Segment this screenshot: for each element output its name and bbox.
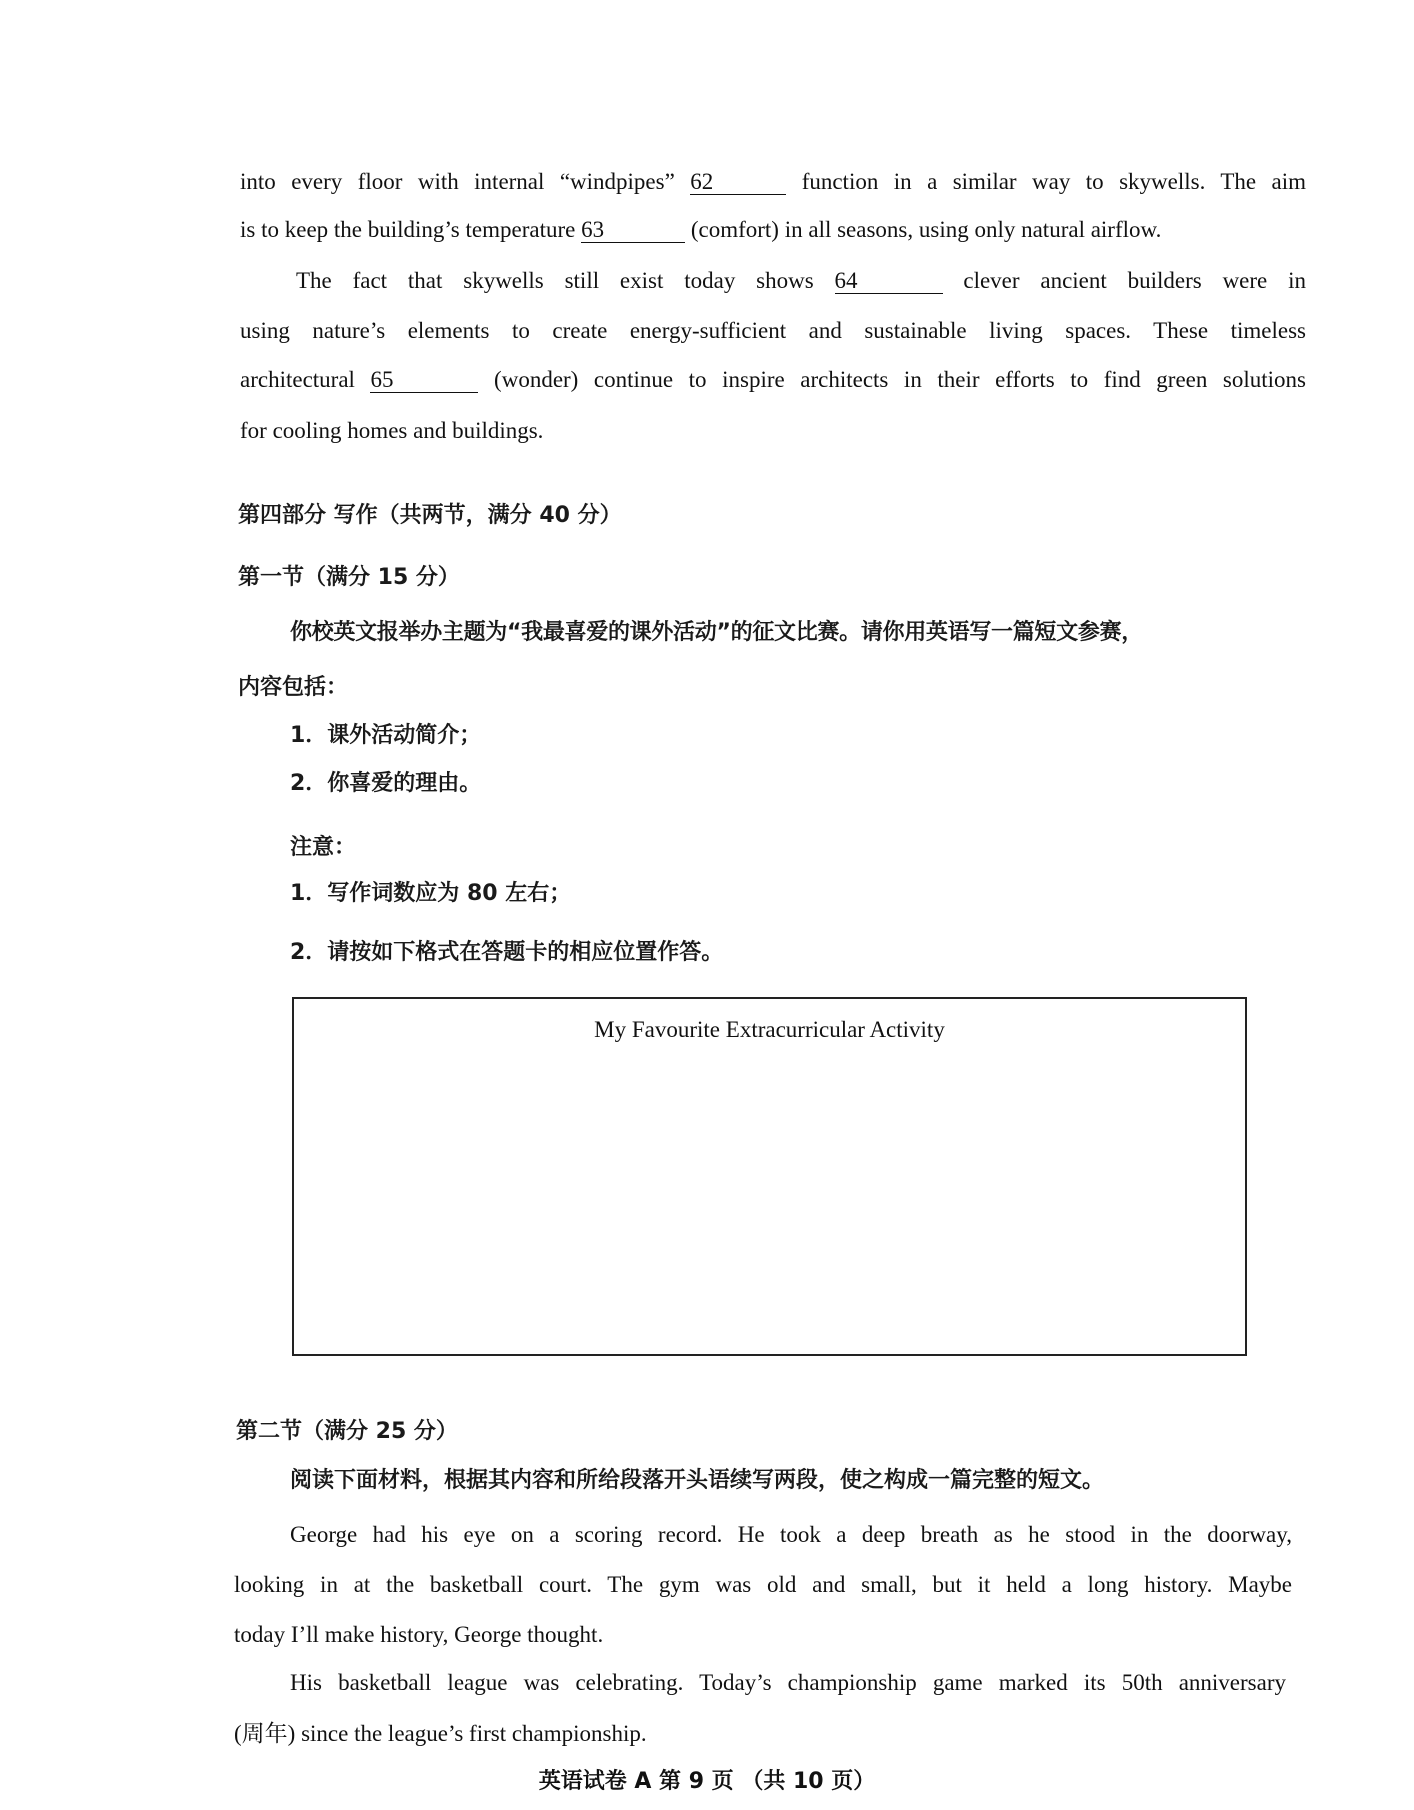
essay-title: My Favourite Extracurricular Activity [594,1017,945,1042]
note-item: 2．请按如下格式在答题卡的相应位置作答。 [290,940,724,965]
part4-heading: 第四部分 写作（共两节，满分 40 分） [238,503,622,528]
passage-line [240,215,1306,245]
text: architectural [240,367,355,392]
passage-line [296,266,1306,296]
blank-64: 64 [835,269,943,294]
note-label: 注意： [290,835,357,860]
text: (comfort) in all seasons, using only natural airflow. [690,217,1162,242]
story-line: George had his eye on a scoring record. He took a deep breath as he stood in the doorway, [290,1522,1292,1547]
story-line: (周年) since the league’s first championship. [234,1721,647,1746]
story-line: today I’ll make history, George thought. [234,1622,604,1647]
passage-line: using nature’s elements to create energy-sufficient and sustainable living spaces. These timeless [240,318,1306,343]
passage-line [240,167,1306,197]
blank-65: 65 [370,368,478,393]
blank-62: 62 [690,170,786,195]
text: function in a similar way to skywells. The aim [801,169,1307,194]
section1-prompt: 你校英文报举办主题为“我最喜爱的课外活动”的征文比赛。请你用英语写一篇短文参赛， [290,620,1143,645]
section1-prompt-cont: 内容包括： [238,675,349,700]
note-item: 1．写作词数应为 80 左右； [290,881,572,906]
passage-line [240,365,1306,395]
section2-instruction: 阅读下面材料，根据其内容和所给段落开头语续写两段，使之构成一篇完整的短文。 [290,1468,1105,1493]
section1-heading: 第一节（满分 15 分） [238,565,460,590]
blank-63: 63 [581,218,685,243]
text: into every floor with internal “windpipes” [240,169,675,194]
text: (wonder) continue to inspire architects in their efforts to find green solutions [494,367,1307,392]
answer-format-box [292,997,1247,1356]
story-line: His basketball league was celebrating. Today’s championship game marked its 50th anniversary [290,1670,1286,1695]
passage-line: for cooling homes and buildings. [240,418,544,443]
content-item: 1．课外活动简介； [290,723,482,748]
text: clever ancient builders were in [963,268,1306,293]
text: The fact that skywells still exist today shows [296,268,814,293]
section2-heading: 第二节（满分 25 分） [236,1419,458,1444]
story-line: looking in at the basketball court. The gym was old and small, but it held a long history. Maybe [234,1572,1292,1597]
text: is to keep the building’s temperature [240,217,576,242]
content-item: 2．你喜爱的理由。 [290,771,482,796]
page-footer: 英语试卷 A 第 9 页 （共 10 页） [538,1769,876,1794]
